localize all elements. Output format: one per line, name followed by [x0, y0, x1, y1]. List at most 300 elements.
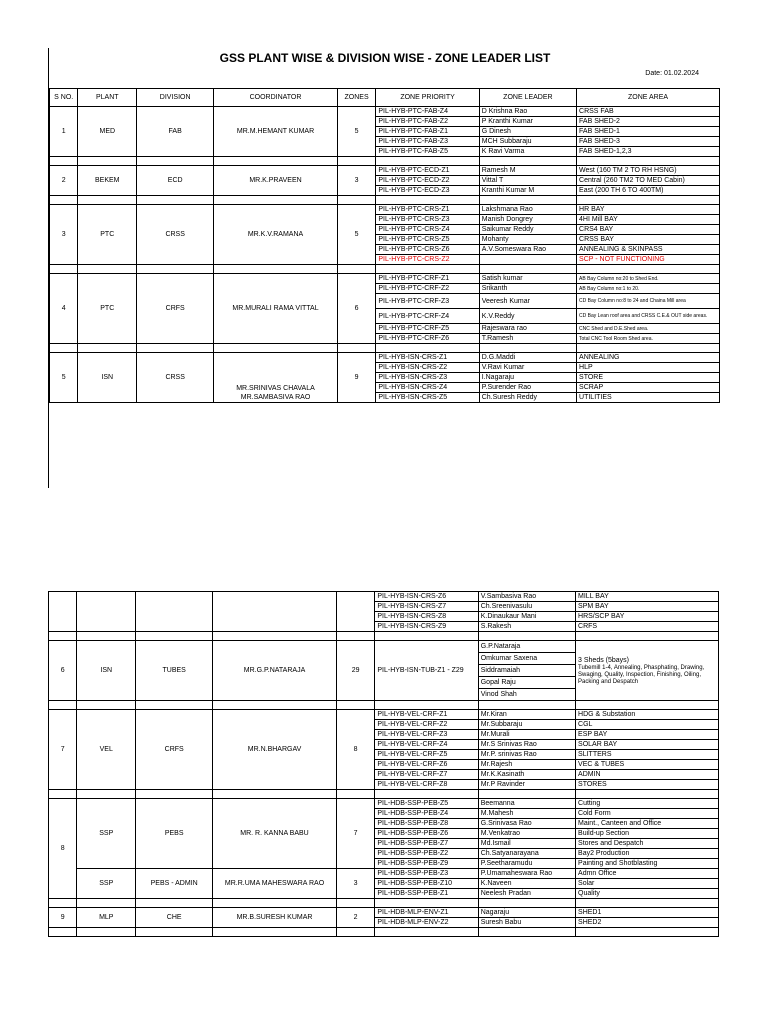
spacer-cell	[78, 265, 137, 274]
zone-priority-cell: PIL-HDB-MLP-ENV-Z2	[375, 918, 478, 928]
spacer-cell	[376, 196, 479, 205]
zone-area-cell: CD Bay Lean roof area and CRSS C.E.& OUT side areas.	[577, 309, 720, 324]
zone-area-cell: HDG & Substation	[576, 710, 719, 720]
spacer-cell	[478, 632, 575, 641]
table-row	[49, 641, 719, 653]
spacer-cell	[576, 632, 719, 641]
spacer-cell	[77, 928, 136, 937]
spacer-cell	[78, 157, 137, 166]
zone-priority-cell: PIL-HYB-ISN-CRS-Z9	[375, 622, 478, 632]
spacer-cell	[479, 344, 576, 353]
plant-cell: ISN	[78, 353, 137, 403]
spacer-row	[50, 344, 720, 353]
table-row	[49, 592, 719, 602]
plant-cell	[77, 592, 136, 632]
zone-priority-cell: PIL-HYB-PTC-CRF-Z2	[376, 284, 479, 294]
zones-cell: 8	[336, 710, 375, 790]
zone-priority-cell: PIL-HYB-VEL-CRF-Z4	[375, 740, 478, 750]
zones-cell: 5	[337, 205, 376, 265]
zone-area-cell: UTILITIES	[577, 393, 720, 403]
sheet-page-2	[48, 591, 720, 1024]
spacer-cell	[337, 196, 376, 205]
coordinator-cell: MR.N.BHARGAV	[213, 710, 337, 790]
zone-leader-cell: D.G.Maddi	[479, 353, 576, 363]
spacer-cell	[137, 344, 214, 353]
zone-leader-cell: P Kranthi Kumar	[479, 117, 576, 127]
zone-leader-cell: Neelesh Pradan	[478, 889, 575, 899]
zone-leader-cell: D Krishna Rao	[479, 107, 576, 117]
zone-area-cell	[576, 641, 719, 701]
spacer-cell	[213, 701, 337, 710]
spacer-cell	[136, 899, 213, 908]
zone-priority-cell: PIL-HDB-SSP-PEB-Z8	[375, 819, 478, 829]
header-zone-priority: ZONE PRIORITY	[376, 89, 479, 107]
spacer-cell	[375, 899, 478, 908]
division-cell: ECD	[137, 166, 214, 196]
division-cell: PEBS	[136, 799, 213, 869]
zone-priority-cell: PIL-HYB-PTC-CRF-Z3	[376, 294, 479, 309]
plant-cell: BEKEM	[78, 166, 137, 196]
zone-priority-cell: PIL-HDB-SSP-PEB-Z6	[375, 829, 478, 839]
zone-leader-cell: Saikumar Reddy	[479, 225, 576, 235]
zone-leader-cell: Mr.P. srinivas Rao	[478, 750, 575, 760]
table-row	[50, 205, 720, 215]
spacer-cell	[336, 701, 375, 710]
zones-cell: 3	[337, 166, 376, 196]
zone-leader-cell: Ch.Satyanarayana	[478, 849, 575, 859]
sno-cell: 2	[50, 166, 78, 196]
zone-priority-cell: PIL-HYB-ISN-CRS-Z7	[375, 602, 478, 612]
spacer-cell	[137, 157, 214, 166]
zone-priority-cell: PIL-HYB-VEL-CRF-Z7	[375, 770, 478, 780]
zone-area-cell: HR BAY	[577, 205, 720, 215]
plant-cell: MLP	[77, 908, 136, 928]
zones-cell	[336, 592, 375, 632]
zone-leader-cell: Srikanth	[479, 284, 576, 294]
zone-area-cell: STORE	[577, 373, 720, 383]
spacer-cell	[49, 928, 77, 937]
zone-leader-cell: Vittal T	[479, 176, 576, 186]
table-row	[50, 274, 720, 284]
spacer-cell	[577, 196, 720, 205]
plant-cell: SSP	[77, 799, 136, 869]
zone-area-cell: CRSS BAY	[577, 235, 720, 245]
plant-cell: SSP	[77, 869, 136, 899]
zone-area-cell: Painting and Shotblasting	[576, 859, 719, 869]
coordinator-name: MR.SRINIVAS CHAVALA	[236, 385, 315, 392]
zone-area-cell: MILL BAY	[576, 592, 719, 602]
zone-leader-cell: Satish kumar	[479, 274, 576, 284]
zone-leader-table	[49, 88, 720, 403]
zone-area-cell: SCRAP	[577, 383, 720, 393]
coordinator-cell: MR.MURALI RAMA VITTAL	[214, 274, 338, 344]
spacer-cell	[214, 344, 338, 353]
division-cell: CRSS	[137, 353, 214, 403]
zone-area-cell: Cold Form	[576, 809, 719, 819]
spacer-cell	[336, 632, 375, 641]
spacer-cell	[214, 196, 338, 205]
spacer-cell	[49, 899, 77, 908]
zone-leader-cell: Suresh Babu	[478, 918, 575, 928]
zone-area-cell: Cutting	[576, 799, 719, 809]
zone-area-cell: CRSS FAB	[577, 107, 720, 117]
spacer-cell	[214, 265, 338, 274]
zone-area-cell: FAB SHED-3	[577, 137, 720, 147]
zone-priority-cell: PIL-HYB-PTC-ECD-Z1	[376, 166, 479, 176]
spacer-cell	[49, 790, 77, 799]
spacer-cell	[576, 790, 719, 799]
header-plant: PLANT	[78, 89, 137, 107]
zone-priority-cell: PIL-HYB-VEL-CRF-Z3	[375, 730, 478, 740]
zone-leader-cell: Kranthi Kumar M	[479, 186, 576, 196]
spacer-cell	[336, 928, 375, 937]
zone-leader-cell: G.P.Nataraja	[478, 641, 575, 653]
sno-cell: 1	[50, 107, 78, 157]
spacer-cell	[478, 701, 575, 710]
table-row	[50, 166, 720, 176]
zone-leader-cell: K Ravi Varma	[479, 147, 576, 157]
zone-area-cell: SCP - NOT FUNCTIONING	[577, 255, 720, 265]
sheet-date: Date: 01.02.2024	[645, 70, 699, 77]
spacer-cell	[77, 701, 136, 710]
zone-area-detail: Tubemill 1-4, Annealing, Phasphating, Drawing, Swaging, Quality, Inspection, Finishing, Oiling, Packing and Despatch	[578, 664, 705, 685]
coordinator-cell: MR.M.HEMANT KUMAR	[214, 107, 338, 157]
spacer-cell	[478, 928, 575, 937]
zone-leader-cell: A.V.Someswara Rao	[479, 245, 576, 255]
zone-leader-cell: Mohanty	[479, 235, 576, 245]
zone-area-cell: Bay2 Production	[576, 849, 719, 859]
spacer-cell	[213, 928, 337, 937]
sno-cell: 6	[49, 641, 77, 701]
zone-priority-cell: PIL-HYB-ISN-CRS-Z2	[376, 363, 479, 373]
zone-priority-cell: PIL-HDB-SSP-PEB-Z3	[375, 869, 478, 879]
zone-leader-cell: Lakshmana Rao	[479, 205, 576, 215]
zone-priority-cell: PIL-HDB-SSP-PEB-Z2	[375, 849, 478, 859]
zone-leader-cell: MCH Subbaraju	[479, 137, 576, 147]
zone-area-cell: AB Bay Column no:20 to Shed End.	[577, 274, 720, 284]
zone-leader-cell: Rajeswara rao	[479, 324, 576, 334]
spacer-row	[49, 928, 719, 937]
zone-leader-cell: Beemanna	[478, 799, 575, 809]
spacer-cell	[576, 928, 719, 937]
spacer-cell	[337, 344, 376, 353]
zone-priority-cell: PIL-HYB-PTC-CRF-Z1	[376, 274, 479, 284]
zone-leader-cell: Gopal Raju	[478, 677, 575, 689]
spacer-cell	[50, 265, 78, 274]
header-zone-area: ZONE AREA	[577, 89, 720, 107]
spacer-cell	[576, 701, 719, 710]
zone-priority-cell: PIL-HYB-PTC-ECD-Z2	[376, 176, 479, 186]
spacer-cell	[137, 265, 214, 274]
division-cell: CRFS	[137, 274, 214, 344]
coordinator-cell: MR.B.SURESH KUMAR	[213, 908, 337, 928]
zone-leader-cell: Ramesh M	[479, 166, 576, 176]
zones-cell: 9	[337, 353, 376, 403]
plant-cell: VEL	[77, 710, 136, 790]
division-cell: CHE	[136, 908, 213, 928]
zone-leader-cell: G.Srinivasa Rao	[478, 819, 575, 829]
spacer-cell	[478, 899, 575, 908]
zone-leader-table-continued	[48, 591, 719, 937]
zone-leader-cell: P.Umamaheswara Rao	[478, 869, 575, 879]
zone-leader-cell: Manish Dongrey	[479, 215, 576, 225]
division-cell: TUBES	[136, 641, 213, 701]
spacer-cell	[376, 344, 479, 353]
zone-priority-cell: PIL-HYB-ISN-CRS-Z3	[376, 373, 479, 383]
zone-priority-cell: PIL-HYB-PTC-CRS-Z1	[376, 205, 479, 215]
zone-area-cell: Solar	[576, 879, 719, 889]
zone-area-cell: CNC Shed and D.E.Shed area.	[577, 324, 720, 334]
spacer-cell	[577, 265, 720, 274]
table-row	[49, 710, 719, 720]
spacer-cell	[49, 632, 77, 641]
zone-leader-cell: P.Surender Rao	[479, 383, 576, 393]
zone-leader-cell: Vinod Shah	[478, 689, 575, 701]
spacer-cell	[478, 790, 575, 799]
spacer-row	[50, 157, 720, 166]
spacer-cell	[50, 344, 78, 353]
spacer-row	[50, 265, 720, 274]
zones-cell: 7	[336, 799, 375, 869]
zone-area-cell: ANNEALING & SKINPASS	[577, 245, 720, 255]
zone-priority-cell: PIL-HDB-SSP-PEB-Z5	[375, 799, 478, 809]
spacer-row	[49, 899, 719, 908]
zone-priority-cell: PIL-HYB-VEL-CRF-Z8	[375, 780, 478, 790]
zone-area-cell: East (200 TH 6 TO 400TM)	[577, 186, 720, 196]
zone-leader-cell: M.Mahesh	[478, 809, 575, 819]
zone-priority-cell: PIL-HYB-ISN-CRS-Z1	[376, 353, 479, 363]
spacer-cell	[576, 899, 719, 908]
zones-cell: 2	[336, 908, 375, 928]
spacer-row	[49, 790, 719, 799]
zone-priority-cell: PIL-HYB-PTC-CRS-Z4	[376, 225, 479, 235]
spacer-cell	[213, 899, 337, 908]
coordinator-cell	[213, 592, 337, 632]
zone-leader-cell: Mr.Murali	[478, 730, 575, 740]
spacer-cell	[50, 157, 78, 166]
spacer-row	[50, 196, 720, 205]
spacer-cell	[213, 632, 337, 641]
table-row	[49, 869, 719, 879]
zone-priority-cell: PIL-HYB-PTC-FAB-Z1	[376, 127, 479, 137]
division-cell: CRSS	[137, 205, 214, 265]
zone-priority-cell: PIL-HDB-SSP-PEB-Z9	[375, 859, 478, 869]
spacer-cell	[336, 790, 375, 799]
zone-priority-cell: PIL-HDB-SSP-PEB-Z1	[375, 889, 478, 899]
table-row	[50, 107, 720, 117]
header-sno: S NO.	[50, 89, 78, 107]
zone-area-cell: ANNEALING	[577, 353, 720, 363]
plant-cell: ISN	[77, 641, 136, 701]
zone-area-cell: SOLAR BAY	[576, 740, 719, 750]
spacer-cell	[376, 157, 479, 166]
spacer-row	[49, 632, 719, 641]
table-row	[50, 353, 720, 363]
sno-cell: 7	[49, 710, 77, 790]
zone-leader-cell: P.Seetharamudu	[478, 859, 575, 869]
plant-cell: PTC	[78, 205, 137, 265]
coordinator-cell: MR.R.UMA MAHESWARA RAO	[213, 869, 337, 899]
zone-area-cell: SLITTERS	[576, 750, 719, 760]
coordinator-cell: MR. R. KANNA BABU	[213, 799, 337, 869]
zone-priority-cell: PIL-HYB-PTC-ECD-Z3	[376, 186, 479, 196]
zone-priority-cell: PIL-HYB-PTC-FAB-Z4	[376, 107, 479, 117]
zone-priority-cell: PIL-HYB-ISN-TUB-Z1 - Z29	[375, 641, 478, 701]
spacer-cell	[336, 899, 375, 908]
zone-leader-cell: Mr.P Ravinder	[478, 780, 575, 790]
zone-priority-cell: PIL-HDB-MLP-ENV-Z1	[375, 908, 478, 918]
zone-area-cell: ESP BAY	[576, 730, 719, 740]
zone-area-cell: Total CNC Tool Room Shed area.	[577, 334, 720, 344]
zone-area-cell: HLP	[577, 363, 720, 373]
spacer-cell	[77, 790, 136, 799]
zone-leader-cell: V.Sambasiva Rao	[478, 592, 575, 602]
zone-priority-cell: PIL-HYB-VEL-CRF-Z5	[375, 750, 478, 760]
division-cell	[136, 592, 213, 632]
spacer-cell	[136, 790, 213, 799]
zone-leader-cell: Siddramaiah	[478, 665, 575, 677]
zone-priority-cell: PIL-HYB-PTC-FAB-Z5	[376, 147, 479, 157]
zone-priority-cell: PIL-HYB-VEL-CRF-Z6	[375, 760, 478, 770]
zone-priority-cell: PIL-HYB-PTC-CRS-Z5	[376, 235, 479, 245]
page-cut	[49, 486, 721, 488]
zone-area-cell: FAB SHED-1	[577, 127, 720, 137]
zone-leader-cell: Md.Ismail	[478, 839, 575, 849]
zone-area-cell: FAB SHED-2	[577, 117, 720, 127]
coordinator-name-2: MR.SAMBASIVA RAO	[240, 394, 311, 401]
sno-cell: 8	[49, 799, 77, 899]
zone-area-cell: 4HI Mill BAY	[577, 215, 720, 225]
spacer-cell	[77, 899, 136, 908]
spacer-cell	[213, 790, 337, 799]
division-cell: FAB	[137, 107, 214, 157]
zone-leader-cell: Ch.Suresh Reddy	[479, 393, 576, 403]
header-zones: ZONES	[337, 89, 376, 107]
spacer-cell	[375, 790, 478, 799]
header-division: DIVISION	[137, 89, 214, 107]
zone-priority-cell: PIL-HYB-PTC-FAB-Z3	[376, 137, 479, 147]
sno-cell	[49, 592, 77, 632]
spacer-cell	[577, 344, 720, 353]
spacer-cell	[136, 928, 213, 937]
zone-priority-cell: PIL-HYB-ISN-CRS-Z8	[375, 612, 478, 622]
spacer-row	[49, 701, 719, 710]
zone-leader-cell: Mr.Kiran	[478, 710, 575, 720]
zone-priority-cell: PIL-HYB-PTC-CRF-Z4	[376, 309, 479, 324]
zone-area-cell: Central (260 TM2 TO MED Cabin)	[577, 176, 720, 186]
zone-leader-cell: Mr.K.Kasinath	[478, 770, 575, 780]
spacer-cell	[77, 632, 136, 641]
zone-area-cell: SHED1	[576, 908, 719, 918]
zone-area-cell: CD Bay Column no:8 to 24 and Chaina Mill area	[577, 294, 720, 309]
spacer-cell	[479, 157, 576, 166]
zone-area-cell: CGL	[576, 720, 719, 730]
zone-leader-cell: Nagaraju	[478, 908, 575, 918]
sno-cell: 4	[50, 274, 78, 344]
spacer-cell	[375, 701, 478, 710]
spacer-cell	[78, 344, 137, 353]
coordinator-cell: MR.K.V.RAMANA	[214, 205, 338, 265]
zone-priority-cell: PIL-HYB-VEL-CRF-Z1	[375, 710, 478, 720]
sno-cell: 9	[49, 908, 77, 928]
zone-leader-cell: Mr.Subbaraju	[478, 720, 575, 730]
header-zone-leader: ZONE LEADER	[479, 89, 576, 107]
division-cell: CRFS	[136, 710, 213, 790]
zone-area-cell: STORES	[576, 780, 719, 790]
zone-priority-cell: PIL-HYB-ISN-CRS-Z6	[375, 592, 478, 602]
zones-cell: 5	[337, 107, 376, 157]
sheet-page-1	[48, 48, 721, 488]
zone-area-cell: Admn Office	[576, 869, 719, 879]
zone-area-cell: FAB SHED-1,2,3	[577, 147, 720, 157]
zone-priority-cell: PIL-HYB-PTC-CRS-Z2	[376, 255, 479, 265]
zone-leader-cell	[479, 255, 576, 265]
spacer-cell	[214, 157, 338, 166]
coordinator-cell: MR.G.P.NATARAJA	[213, 641, 337, 701]
zone-leader-cell: S.Rakesh	[478, 622, 575, 632]
zone-leader-cell: I.Nagaraju	[479, 373, 576, 383]
spacer-cell	[337, 157, 376, 166]
zones-cell: 29	[336, 641, 375, 701]
coordinator-cell: MR.K.PRAVEEN	[214, 166, 338, 196]
zone-area-cell: AB Bay Column no:1 to 20.	[577, 284, 720, 294]
zone-priority-cell: PIL-HYB-VEL-CRF-Z2	[375, 720, 478, 730]
zone-priority-cell: PIL-HYB-ISN-CRS-Z5	[376, 393, 479, 403]
spacer-cell	[577, 157, 720, 166]
spacer-cell	[78, 196, 137, 205]
zone-priority-cell: PIL-HDB-SSP-PEB-Z7	[375, 839, 478, 849]
zone-priority-cell: PIL-HYB-PTC-CRF-Z6	[376, 334, 479, 344]
spacer-cell	[375, 632, 478, 641]
plant-cell: PTC	[78, 274, 137, 344]
zone-leader-cell: Ch.Sreenivasulu	[478, 602, 575, 612]
sheet-title: GSS PLANT WISE & DIVISION WISE - ZONE LEADER LIST	[219, 51, 551, 65]
spacer-cell	[136, 701, 213, 710]
zone-area-title: 3 Sheds (5bays)	[578, 656, 630, 664]
zone-leader-cell: Mr.S Srinivas Rao	[478, 740, 575, 750]
zone-leader-cell: Omkumar Saxena	[478, 653, 575, 665]
plant-cell: MED	[78, 107, 137, 157]
spacer-cell	[137, 196, 214, 205]
zone-leader-cell: T.Ramesh	[479, 334, 576, 344]
zone-area-cell: West (160 TM 2 TO RH HSNG)	[577, 166, 720, 176]
spacer-cell	[376, 265, 479, 274]
coordinator-cell	[214, 353, 338, 403]
division-cell: PEBS - ADMIN	[136, 869, 213, 899]
spacer-cell	[49, 701, 77, 710]
zones-cell: 6	[337, 274, 376, 344]
spacer-cell	[479, 196, 576, 205]
zone-priority-cell: PIL-HYB-PTC-FAB-Z2	[376, 117, 479, 127]
zone-priority-cell: PIL-HYB-ISN-CRS-Z4	[376, 383, 479, 393]
zone-area-cell: HRS/SCP BAY	[576, 612, 719, 622]
header-coordinator: COORDINATOR	[214, 89, 338, 107]
zone-priority-cell: PIL-HDB-SSP-PEB-Z4	[375, 809, 478, 819]
zone-priority-cell: PIL-HYB-PTC-CRS-Z3	[376, 215, 479, 225]
spacer-cell	[479, 265, 576, 274]
table-row	[49, 799, 719, 809]
zone-leader-cell: M.Venkatrao	[478, 829, 575, 839]
spacer-cell	[337, 265, 376, 274]
zone-area-cell: Stores and Despatch	[576, 839, 719, 849]
zone-area-cell: Maint., Canteen and Office	[576, 819, 719, 829]
sno-cell: 5	[50, 353, 78, 403]
zone-leader-cell: Mr.Rajesh	[478, 760, 575, 770]
zone-leader-cell: K.V.Reddy	[479, 309, 576, 324]
zone-area-cell: CRFS	[576, 622, 719, 632]
zone-priority-cell: PIL-HYB-PTC-CRF-Z5	[376, 324, 479, 334]
table-row	[49, 908, 719, 918]
